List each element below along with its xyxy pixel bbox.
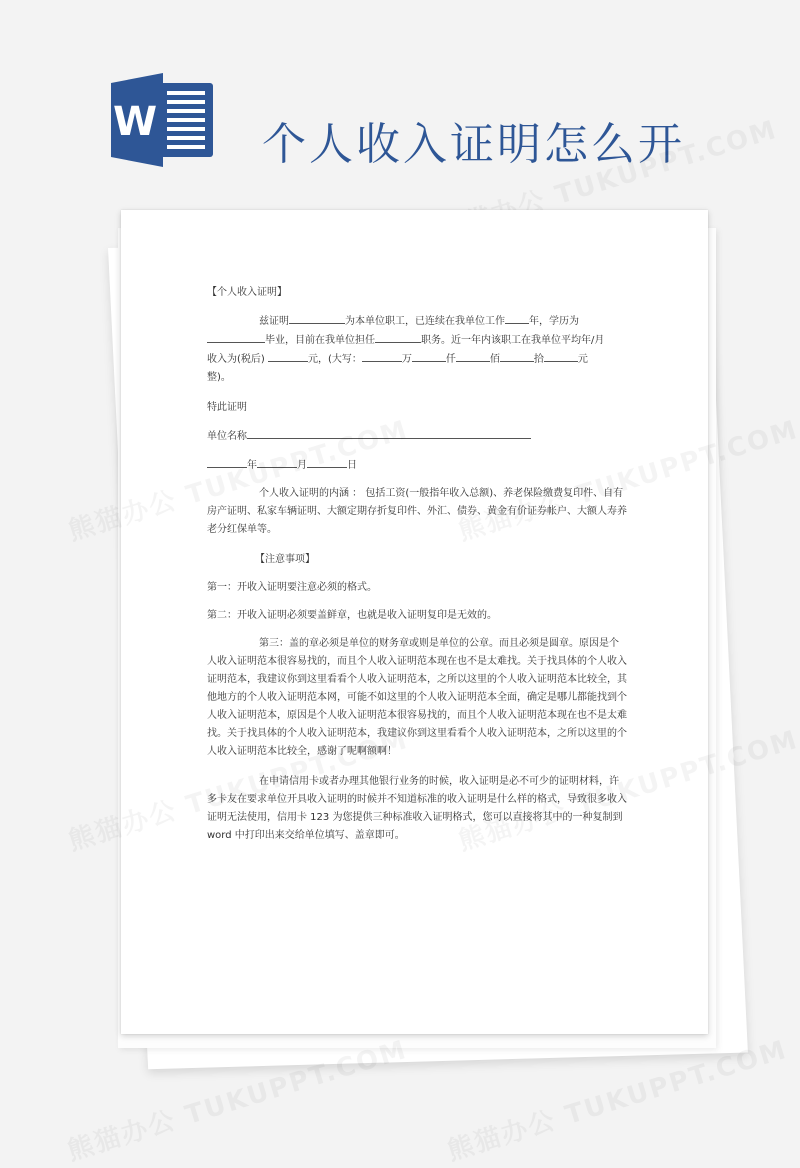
note-1: 第一：开收入证明要注意必须的格式。 [207, 582, 377, 593]
name-blank[interactable] [289, 312, 345, 324]
scope-paragraph: 个人收入证明的内涵 ： 包括工资(一般指年收入总额)、养老保险缴费复印件、自有房产证明、私家车辆证明、大额定期存折复印件、外汇、债券、黄金有价证券帐户、大额人寿养老分红保单等。 [207, 488, 627, 535]
certificate-paragraph: 兹证明 为本单位职工，已连续在我单位工作 年，学历为 毕业，目前在我单位担任 职务。近一年内该职工在我单位平均年/月 收入为(税后) 元，(大写： 万 仟 佰 拾 元 整)。 [207, 312, 627, 387]
yuan-blank[interactable] [544, 350, 578, 362]
note-2: 第二：开收入证明必须要盖鲜章，也就是收入证明复印是无效的。 [207, 610, 497, 621]
wan-blank[interactable] [362, 350, 402, 362]
notes-heading: 【注意事项】 [255, 554, 315, 565]
month-blank[interactable] [257, 456, 297, 468]
shi-blank[interactable] [500, 350, 534, 362]
document-heading: 【个人收入证明】 [207, 287, 287, 298]
position-blank[interactable] [375, 331, 421, 343]
unit-name-blank[interactable] [247, 427, 531, 439]
note-3: 第三：盖的章必须是单位的财务章或则是单位的公章。而且必须是圆章。原因是个人收入证明范本很容易找的，而且个人收入证明范本现在也不是太难找。关于找具体的个人收入证明范本，我建议你到这里看看个人收入证明范本，之所以这里的个人收入证明范本比较全，其他地方的个人收入证明范本网，可能不如这里的个人收入证明范本全面，确定是哪儿都能找到个人收入证明范本，原因是个人收入证明范本很容易找的，而且个人收入证明范本现在也不是太难找。关于找具体的个人收入证明范本，我建议你到这里看看个人收入证明范本，之所以这里的个人收入证明范本比较全，感谢了呢啊额啊！ [207, 638, 627, 757]
qian-blank[interactable] [412, 350, 446, 362]
certify-text: 特此证明 [207, 402, 247, 413]
word-icon [111, 71, 217, 167]
income-blank[interactable] [268, 350, 308, 362]
closing-paragraph: 在申请信用卡或者办理其他银行业务的时候，收入证明是必不可少的证明材料，许多卡友在要求单位开具收入证明的时候并不知道标准的收入证明是什么样的格式，导致很多收入证明无法使用，信用卡 123 为您提供三种标准收入证明格式，您可以直接将其中的一种复制到 word 中打印出来交给单位填写、盖章即可。 [207, 776, 627, 841]
year-blank[interactable] [207, 456, 247, 468]
unit-name-line: 单位名称 [207, 427, 627, 446]
bai-blank[interactable] [456, 350, 490, 362]
document-body [207, 284, 627, 845]
years-blank[interactable] [505, 312, 529, 324]
document-page [121, 210, 708, 1034]
page-title: 个人收入证明怎么开 [262, 119, 685, 171]
education-blank[interactable] [207, 331, 265, 343]
svg-text:W: W [112, 99, 158, 145]
day-blank[interactable] [307, 456, 347, 468]
date-line: 年 月 日 [207, 456, 627, 475]
banner-header [0, 0, 800, 200]
